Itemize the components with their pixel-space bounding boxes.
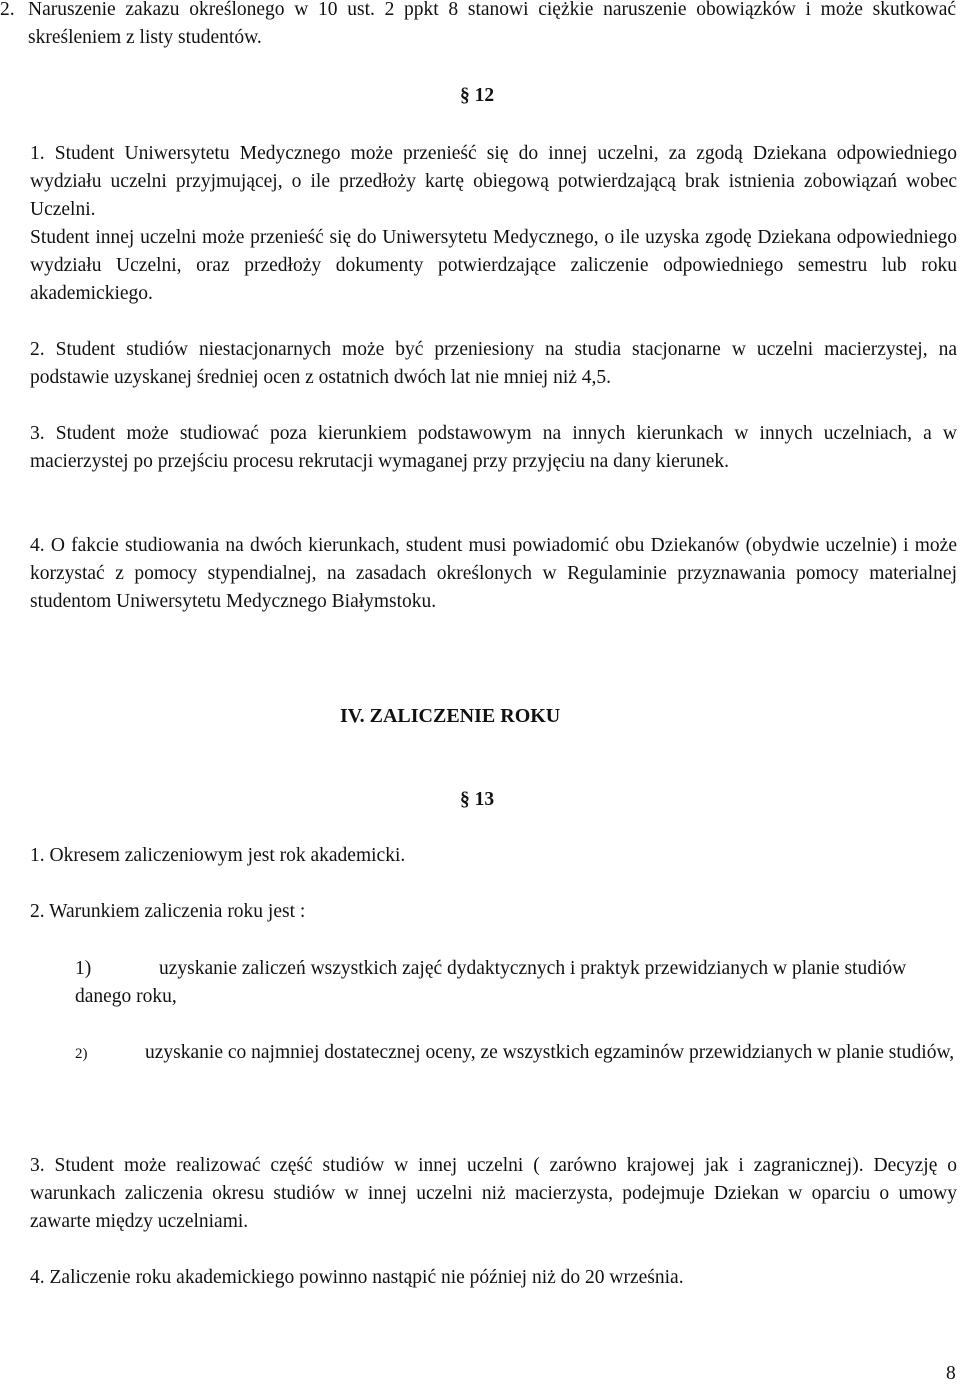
s12-paragraph-3: 3. Student może studiować poza kierunkiem podstawowym na innych kierunkach w innych uczelniach, a w macierzystej po przejściu procesu rekrutacji wymaganej przy przyjęciu na dany kierunek. bbox=[30, 423, 957, 472]
prev-item-number: 2. bbox=[0, 0, 15, 20]
section-13-label: § 13 bbox=[460, 789, 495, 810]
s13-subitem-2-text: uzyskanie co najmniej dostatecznej oceny, ze wszystkich egzaminów przewidzianych w planie studiów, bbox=[145, 1042, 955, 1063]
s13-subitem-1 bbox=[75, 955, 960, 1011]
prev-item-text: Naruszenie zakazu określonego w 10 ust. 2 ppkt 8 stanowi ciężkie naruszenie obowiązków i może skutkować skreśleniem z listy studentów. bbox=[28, 0, 956, 48]
s13-paragraph-4: 4. Zaliczenie roku akademickiego powinno nastąpić nie później niż do 20 września. bbox=[30, 1267, 684, 1288]
s12-paragraph-1b: Student innej uczelni może przenieść się do Uniwersytetu Medycznego, o ile uzyska zgodę Dziekana odpowiedniego wydziału Uczelni, oraz przedłoży dokumenty potwierdzające zaliczenie odpowiedniego semestru lub roku akademickiego. bbox=[30, 227, 957, 304]
s13-paragraph-3: 3. Student może realizować część studiów w innej uczelni ( zarówno krajowej jak i zagranicznej). Decyzję o warunkach zaliczenia okresu studiów w innej uczelni niż macierzysta, podejmuje Dziekan w oparciu o umowy zawarte między uczelniami. bbox=[30, 1155, 957, 1232]
s13-paragraph-2: 2. Warunkiem zaliczenia roku jest : bbox=[30, 901, 306, 922]
prev-item-2 bbox=[0, 0, 956, 52]
s13-subitem-2 bbox=[75, 1039, 960, 1068]
s13-subitem-1-text: uzyskanie zaliczeń wszystkich zajęć dydaktycznych i praktyk przewidzianych w planie studiów danego roku, bbox=[75, 958, 907, 1007]
page-number: 8 bbox=[946, 1363, 956, 1384]
s12-paragraph-1: 1. Student Uniwersytetu Medycznego może przenieść się do innej uczelni, za zgodą Dziekana odpowiedniego wydziału uczelni przyjmującej, o ile przedłoży kartę obiegową potwierdzającą brak istnienia zobowiązań wobec Uczelni. bbox=[30, 143, 957, 220]
chapter-title: IV. ZALICZENIE ROKU bbox=[340, 705, 561, 727]
s13-subitem-2-number: 2) bbox=[75, 1046, 88, 1062]
s13-subitem-1-number: 1) bbox=[75, 958, 92, 979]
section-12-label: § 12 bbox=[460, 85, 495, 106]
s12-paragraph-2: 2. Student studiów niestacjonarnych może być przeniesiony na studia stacjonarne w uczelni macierzystej, na podstawie uzyskanej średniej ocen z ostatnich dwóch lat nie mniej niż 4,5. bbox=[30, 339, 957, 388]
s12-paragraph-4: 4. O fakcie studiowania na dwóch kierunkach, student musi powiadomić obu Dziekanów (obydwie uczelnie) i może korzystać z pomocy stypendialnej, na zasadach określonych w Regulaminie przyznawania pomocy materialnej studentom Uniwersytetu Medycznego Białymstoku. bbox=[30, 535, 957, 612]
s13-paragraph-1: 1. Okresem zaliczeniowym jest rok akademicki. bbox=[30, 845, 406, 866]
